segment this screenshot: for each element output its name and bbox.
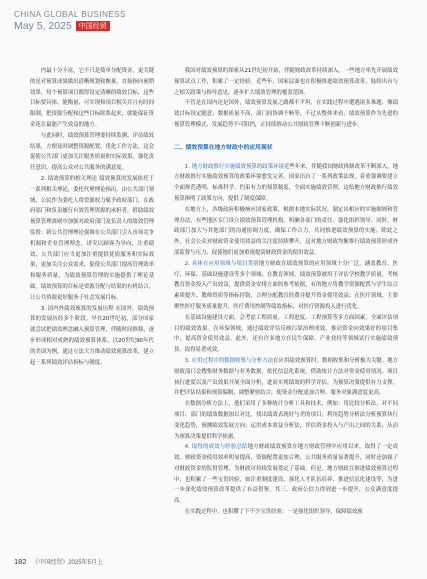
paragraph: 内最十分丰富，它不只是简单分配资金，更关键的是对预算成果做出清晰规划和衡量，直接指向预期效果。每个预算项目都得设定清晰的绩效目标，这些目标要具体、能衡量、可实现和项目相关并且有时间限制，把资源分配和这些目标联系起来，就能保证资金花在最能产生效益的地方。 <box>30 68 155 128</box>
journal-source: 《中国经贸》2025年5月上 <box>32 560 103 566</box>
paragraph <box>174 162 398 205</box>
page-header <box>14 10 126 33</box>
issue-date-line <box>14 20 126 33</box>
paragraph: 在基础设施建设方面，会考虑工程质量、工程进度、工程预算等多方面因素，全面评估项目的绩效效果。在环保领域，通过绩效评估反映污染治理成效，推动资金向效果好的项目集中，提高资金使用效益。此外，还有许多地方在民生保障、产业扶持等领域试行实施绩效预算，取得显著成效。 <box>174 314 398 354</box>
publication-name: CHINA GLOBAL BUSINESS <box>14 10 126 19</box>
paragraph <box>174 356 398 399</box>
paragraph: 我国对绩效预算的探索从21世纪初开始，伴随财政改革持续深入，一些地方率先开展绩效预算试点工作，积累了一定经验。近些年，国家层面也在积极推进绩效预算改革，陆续出台与之相关政策与指导意见，逐步扩大绩效管理的覆盖范围。 <box>174 68 398 96</box>
section-badge: 中国经贸 <box>76 21 110 31</box>
page-footer <box>14 557 103 566</box>
subsection-heading: 4. 取得的成效与经验总结 <box>184 444 248 451</box>
right-text-column <box>174 66 398 518</box>
issue-date: May 5, 2025 <box>14 20 72 32</box>
paragraph: 不管是在国内还是国外，绩效预算发展之路都不平坦，在实践过程中遭遇诸多难题，像绩效目标设定随意、数据质量不高，部门间协调不畅等，不过从整体来看，绩效预算作为先进的预算管理模式，发展趋势不可阻挡，正持续推动公共财政管理不断创新与进步。 <box>174 100 398 128</box>
paragraph <box>174 442 398 507</box>
paragraph-body: 近些年来，伴随我国财政体制改革不断深入，地方财政推行实施绩效预算的政策环境愈发完善。国家出台了一系列政策法规，着重强调要建立全面规范透明、标准科学、约束有力的预算制度，全面实施绩效管理。这给地方财政推行绩效预算指明了政策方向，提供了制度保障。 <box>174 163 398 202</box>
subsection-heading: 1. 地方财政推行实施绩效预算的政策环境 <box>184 163 284 170</box>
paragraph: 在数据分析方法上，他们采用了多种统计分析工具和技术，例如：用比较分析法，对不同项目、部门的绩效数据加以对比，找出绩效表现好与差的项目；利用趋势分析法分析预算执行变化趋势，预测绩效发展方向；运用成本效益分析法，评估资金投入与产出之间的关系，从而为预算决策提供科学依据。 <box>174 401 398 440</box>
paragraph: 3. 国内外绩效预算的发展历程 在国外，绩效预算的发展历经多个阶段。早在20世纪初，部分国家就尝试把绩效理念融入预算管理，伴随时间推移，逐步形成相对成熟的绩效预算体系。以20世纪90年代的美国为例，通过立法大力推动绩效预算改革，建立起一系列绩效评估指标与制度。 <box>30 305 154 366</box>
paragraph: 与此同时，绩效预算管理要持续监测、评估绩效结果，方便及时调整资源配置，优化工作方法。这会促使公共部门更加关注服务质量和实际效果，强化责任意识，提高公众对公共服务的满意度。 <box>30 132 155 172</box>
paragraph-body: 地方财政在绩效预算的应用领域十分广泛，涵盖教育、医疗、环保、基础设施建设等多个领域。在教育领域，绩效预算被用于评估学校教学质量，考核教育资金投入产出效益，提供资金安排方面的参考依据，有的地方将教学资源配置与学生综合素质提升、教师资质等指标挂钩，合理分配教育经费并提升资金使用效益；在医疗领域，主要聚焦医疗服务质量提升、医疗费用控制等绩效指标，对医疗资源投入进行优化。 <box>174 260 398 310</box>
paragraph: 在实践过程中，也积攒了下不少宝贵经验：一是强化组织领导，保障绩效预 <box>184 509 363 516</box>
subsection-heading: 3. 应用过程中的数据收集与分析方法 <box>184 357 274 364</box>
page-number: 182 <box>14 557 27 566</box>
left-text-column <box>30 66 154 368</box>
paragraph <box>174 259 398 313</box>
paragraph: 在地方上，各级政府积极响应国家政策，根据本地实际状况，制定出相应的实施细则和管理办法，有些地区专门设立绩效预算管理机构，明确各部门的责任，强化组织领导。同时，财政部门加大与其他部门的沟通协调力度，确保工作合力，共同推进绩效预算的实施。除此之外，社会公众对财政资金使用效益的关注度持续攀升，这对地方财政均衡推行绩效预算形成外部监督与压力，促使地们更加重视提高财政资金的使用效益。 <box>174 206 398 256</box>
paragraph-body: 在应用绩效预算时，数据收集和分析极为关键。地方财政部门会搜集财务数据与业务数据，依托信息化系统，借助统计方法对资金使用情况、项目执行进度以及产出效果开展全面分析，进而实现绩效的科学评估，为预算决策提供有力支撑，并把评估结果和预算编制、调整紧密结合，使资金分配更加合理、服务对象满意度更高。 <box>174 357 398 397</box>
subsection-heading: 2. 具体在应用领域与项目类别 <box>184 260 259 267</box>
paragraph-body: 地方财政绩效预算在地方财政管理中应用以来，取得了一定成效。财政资金使用效率明显提高，资源配置更加合理，公共服务质量显著提升，同时还加强了对财政资金的监督管理，为财政可持续发展奠定了基础。但是，地方财政在推进绩效预算过程中，也积累了一些宝贵经验，如注重制度建设、强化人才队伍培养、推进信息化建设等，为进一步深化绩效预算改革提供了有益借鉴，其三，政府公信力得到进一步提升，公众满意度提高。 <box>174 444 398 505</box>
section-title: 二、绩效预算在地方财政中的应用现状 <box>174 144 273 151</box>
paragraph: 2. 绩效预算的相关理论 绩效预算的发展依托于一系列相关理论，委托代理理论指出，由公共部门领域，公民作为委托人将资源权力赋予政府部门，在政府部门和负责履行有效管理资源的承担者，借助绩效预算管理准则中加强对政府部门及负责人的绩效管理监督；新公共管理理论强调在公共部门引入市场竞争机制和企业管理理念，讲究以顾客为导向、注重绩效、公共部门应当更加注重提供优质服务和实际效果，更加关注公众需求，促使公共部门提高管理效率和服务质量，为绩效预算管理的实施提供了理论基础，绩效预算的目标是资源分配与结果的有机结合，让公共资源更好服务于社会发展目标。 <box>30 175 154 301</box>
